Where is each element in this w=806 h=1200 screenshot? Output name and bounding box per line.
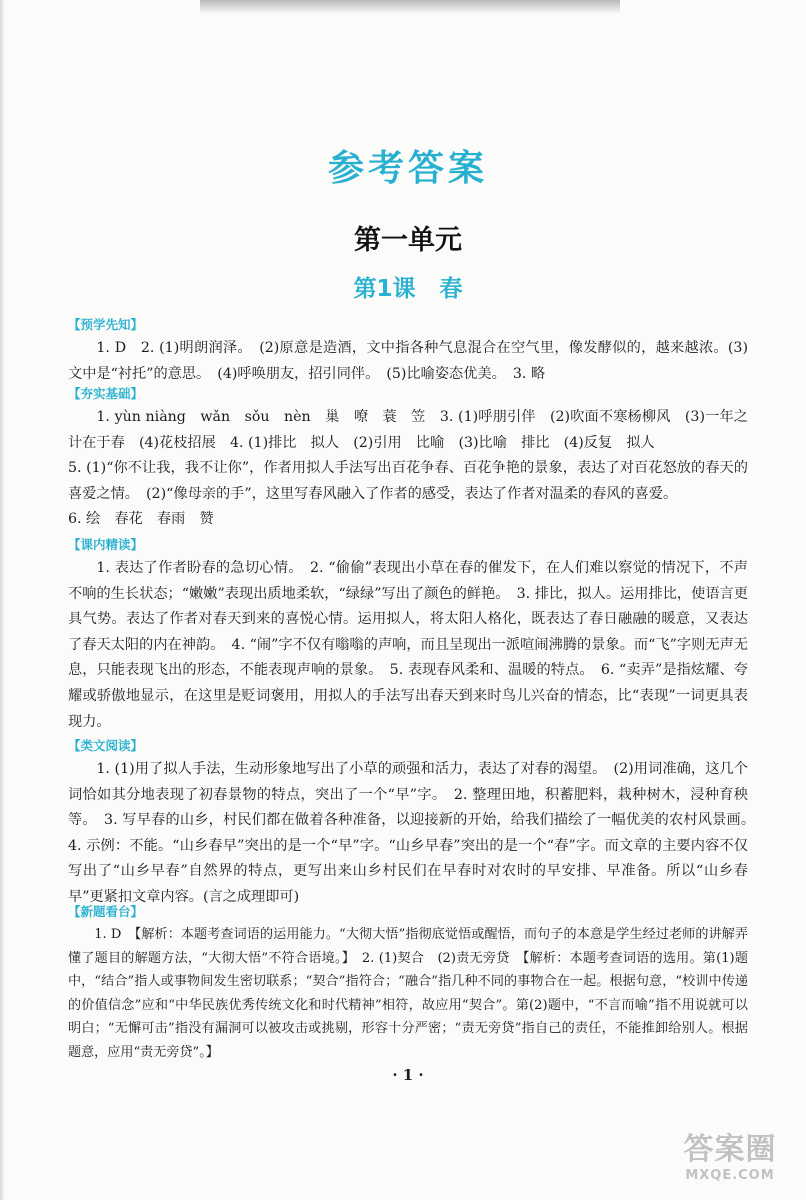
section-basics — [68, 386, 748, 533]
section-text: 1. D 2. (1)明朗润泽。 (2)原意是造酒，文中指各种气息混合在空气里，像发酵似的，越来越浓。(3)文中是“衬托”的意思。 (4)呼唤朋友，招引同伴。 (5)比喻姿态优美。 3. 略 — [68, 340, 748, 382]
watermark-url: MXQE.COM — [685, 1168, 775, 1183]
page-number: · 1 · — [392, 1066, 424, 1084]
lesson-name: 春 — [439, 276, 463, 302]
section-text: 1. 表达了作者盼春的急切心情。 2. “偷偷”表现出小草在春的催发下，在人们难以察觉的情况下，不声不响的生长状态；“嫩嫩”表现出质地柔软，“绿绿”写出了颜色的鲜艳。 3. 排比，拟人。运用排比，使语言更具气势。表达了作者对春天到来的喜悦心情。运用拟人，将太阳人格化，既表达了春日融融的暖意，又表达了春天太阳的内在神韵。 4. “闹”字不仅有嗡嗡的声响，而且呈现出一派喧闹沸腾的景象。而“飞”字则无声无息，只能表现飞出的形态，不能表现声响的景象。 5. 表现春风柔和、温暖的特点。 6. “卖弄”是指炫耀、夸耀或骄傲地显示，在这里是贬词褒用，用拟人的手法写出春天到来时鸟儿兴奋的情态，比“表现”一词更具表现力。 — [68, 560, 748, 730]
section-paragraph: 1. yùn niàng wǎn sǒu nèn 巢 嘹 蓑 笠 3. (1)呼朋引伴 (2)吹面不寒杨柳风 (3)一年之计在于春 (4)花枝招展 4. (1)排比 拟人 (2)引用 比喻 (3)比喻 排比 (4)反复 拟人 — [68, 409, 748, 451]
section-tag: 【课内精读】 — [68, 537, 144, 552]
section-text: 1. D 【解析：本题考查词语的运用能力。“大彻大悟”指彻底觉悟或醒悟，而句子的本意是学生经过老师的讲解弄懂了题目的解题方法，“大彻大悟”不符合语境。】 2. (1)契合 (2)责无旁贷 【解析：本题考查词语的选用。第(1)题中，“结合”指人或事物间发生密切联系；“契合”指符合；“融合”指几种不同的事物合在一起。根据句意，“校训中传递的价值信念”应和“中华民族优秀传统文化和时代精神”相符，故应用“契合”。第(2)题中，“不言而喻”指不用说就可以明白；“无懈可击”指没有漏洞可以被攻击或挑剔，形容十分严密；“责无旁贷”指自己的责任，不能推卸给别人。根据题意，应用“责无旁贷”。】 — [68, 927, 748, 1060]
section-paragraph: 6. 绘 春花 春雨 赞 — [68, 511, 214, 528]
watermark-logo-text: 答案圈 — [683, 1132, 777, 1167]
lesson-title — [68, 270, 748, 303]
section-new-questions — [68, 904, 748, 1065]
section-tag: 【新题看台】 — [68, 904, 144, 919]
section-tag: 【类文阅读】 — [68, 738, 144, 753]
watermark-logo — [664, 1132, 796, 1194]
section-preview — [68, 317, 748, 387]
section-tag: 【夯实基础】 — [68, 386, 144, 401]
unit-title: 第一单元 — [354, 225, 462, 256]
section-text: 1. (1)用了拟人手法，生动形象地写出了小草的顽强和活力，表达了对春的渴望。 (2)用词准确，这几个词恰如其分地表现了初春景物的特点，突出了一个“早”字。 2. 整理田地，积蓄肥料，栽种树木，浸种育秧等。 3. 写早春的山乡，村民们都在做着各种准备，以迎接新的开始，给我们描绘了一幅优美的农村风景画。 4. 示例：不能。“山乡春早”突出的是一个“早”字。“山乡早春”突出的是一个“春”字。而文章的主要内容不仅写出了“山乡早春”自然界的特点，更写出来山乡村民们在早春时对农时的早安排、早准备。所以“山乡春早”更紧扣文章内容。(言之成理即可) — [68, 761, 763, 905]
page-title: 参考答案 — [327, 148, 488, 189]
section-paragraph: 5. (1)“你不让我，我不让你”，作者用拟人手法写出百花争春、百花争艳的景象，表达了对百花怒放的春天的喜爱之情。 (2)“像母亲的手”，这里写春风融入了作者的感受，表达了作者对温柔的春风的喜爱。 — [68, 460, 748, 502]
scan-smudge — [200, 0, 620, 14]
section-tag: 【预学先知】 — [68, 317, 144, 332]
section-similar-reading — [68, 738, 763, 911]
scan-edge-shadow — [0, 0, 5, 1200]
lesson-number: 第1课 — [353, 276, 416, 302]
section-close-reading — [68, 537, 748, 735]
